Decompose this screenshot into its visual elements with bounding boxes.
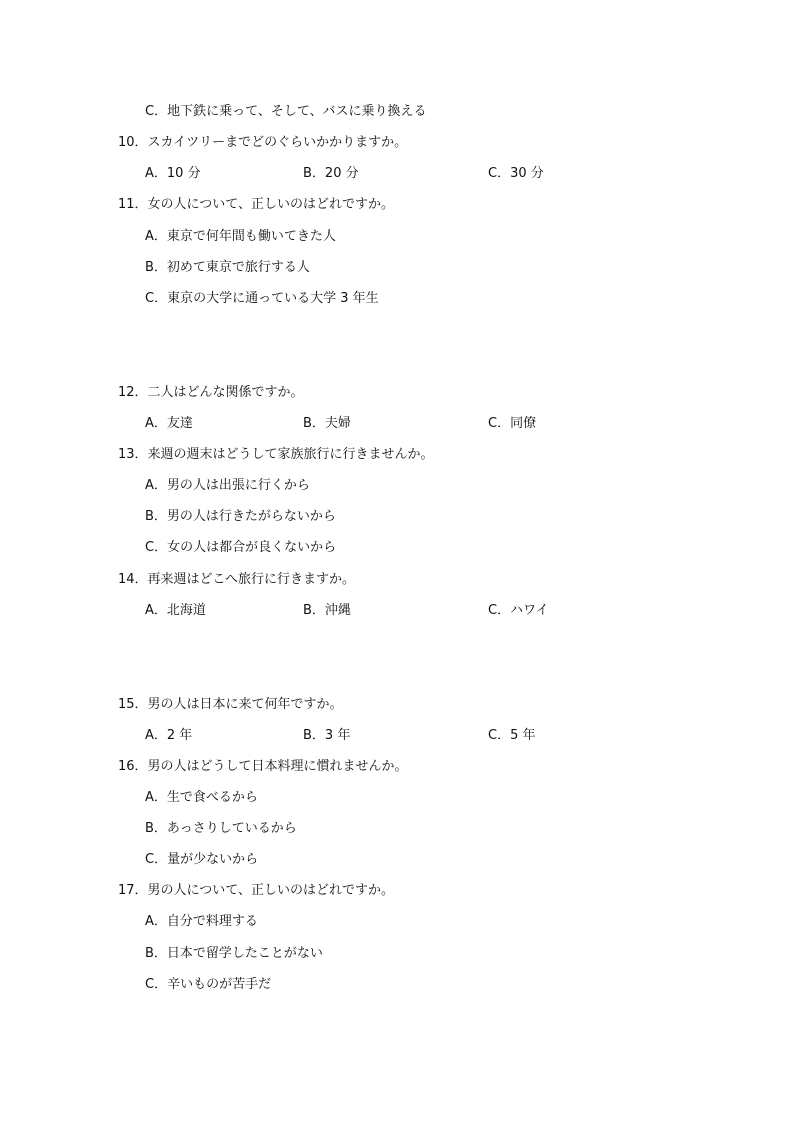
q12-option-b: B．夫婦 [303,416,351,431]
question-12: 12．二人はどんな関係ですか。 [118,385,304,400]
q10-option-b: B．20 分 [303,166,359,181]
question-10: 10．スカイツリーまでどのぐらいかかりますか。 [118,135,408,150]
question-11: 11．女の人について、正しいのはどれですか。 [118,197,395,212]
q13-option-c: C．女の人は都合が良くないから [145,540,337,555]
question-14: 14．再来週はどこへ旅行に行きますか。 [118,572,356,587]
q13-option-b: B．男の人は行きたがらないから [145,509,336,524]
q14-option-a: A．北海道 [145,603,206,618]
q16-option-b: B．あっさりしているから [145,821,297,836]
question-16: 16．男の人はどうして日本料理に慣れませんか。 [118,759,408,774]
q14-option-c: C．ハワイ [488,603,549,618]
question-17: 17．男の人について、正しいのはどれですか。 [118,883,395,898]
q17-option-a: A．自分で料理する [145,914,258,929]
q16-option-a: A．生で食べるから [145,790,258,805]
q10-option-a: A．10 分 [145,166,201,181]
q10-options [145,166,705,182]
q17-option-b: B．日本で留学したことがない [145,946,323,961]
q15-options [145,728,705,744]
q12-options [145,416,705,432]
q12-option-c: C．同僚 [488,416,537,431]
q16-option-c: C．量が少ないから [145,852,259,867]
question-15: 15．男の人は日本に来て何年ですか。 [118,697,343,712]
q11-option-c: C．東京の大学に通っている大学 3 年生 [145,291,379,306]
q17-option-c: C．辛いものが苦手だ [145,977,272,992]
q9-option-c: C．地下鉄に乗って、そして、バスに乗り換える [145,104,427,119]
q11-option-b: B．初めて東京で旅行する人 [145,260,310,275]
q12-option-a: A．友達 [145,416,193,431]
q15-option-a: A．2 年 [145,728,193,743]
q11-option-a: A．東京で何年間も働いてきた人 [145,229,336,244]
q15-option-c: C．5 年 [488,728,536,743]
q13-option-a: A．男の人は出張に行くから [145,478,310,493]
question-13: 13．来週の週末はどうして家族旅行に行きませんか。 [118,447,434,462]
q10-option-c: C．30 分 [488,166,544,181]
q14-options [145,603,705,619]
q14-option-b: B．沖縄 [303,603,351,618]
q15-option-b: B．3 年 [303,728,351,743]
